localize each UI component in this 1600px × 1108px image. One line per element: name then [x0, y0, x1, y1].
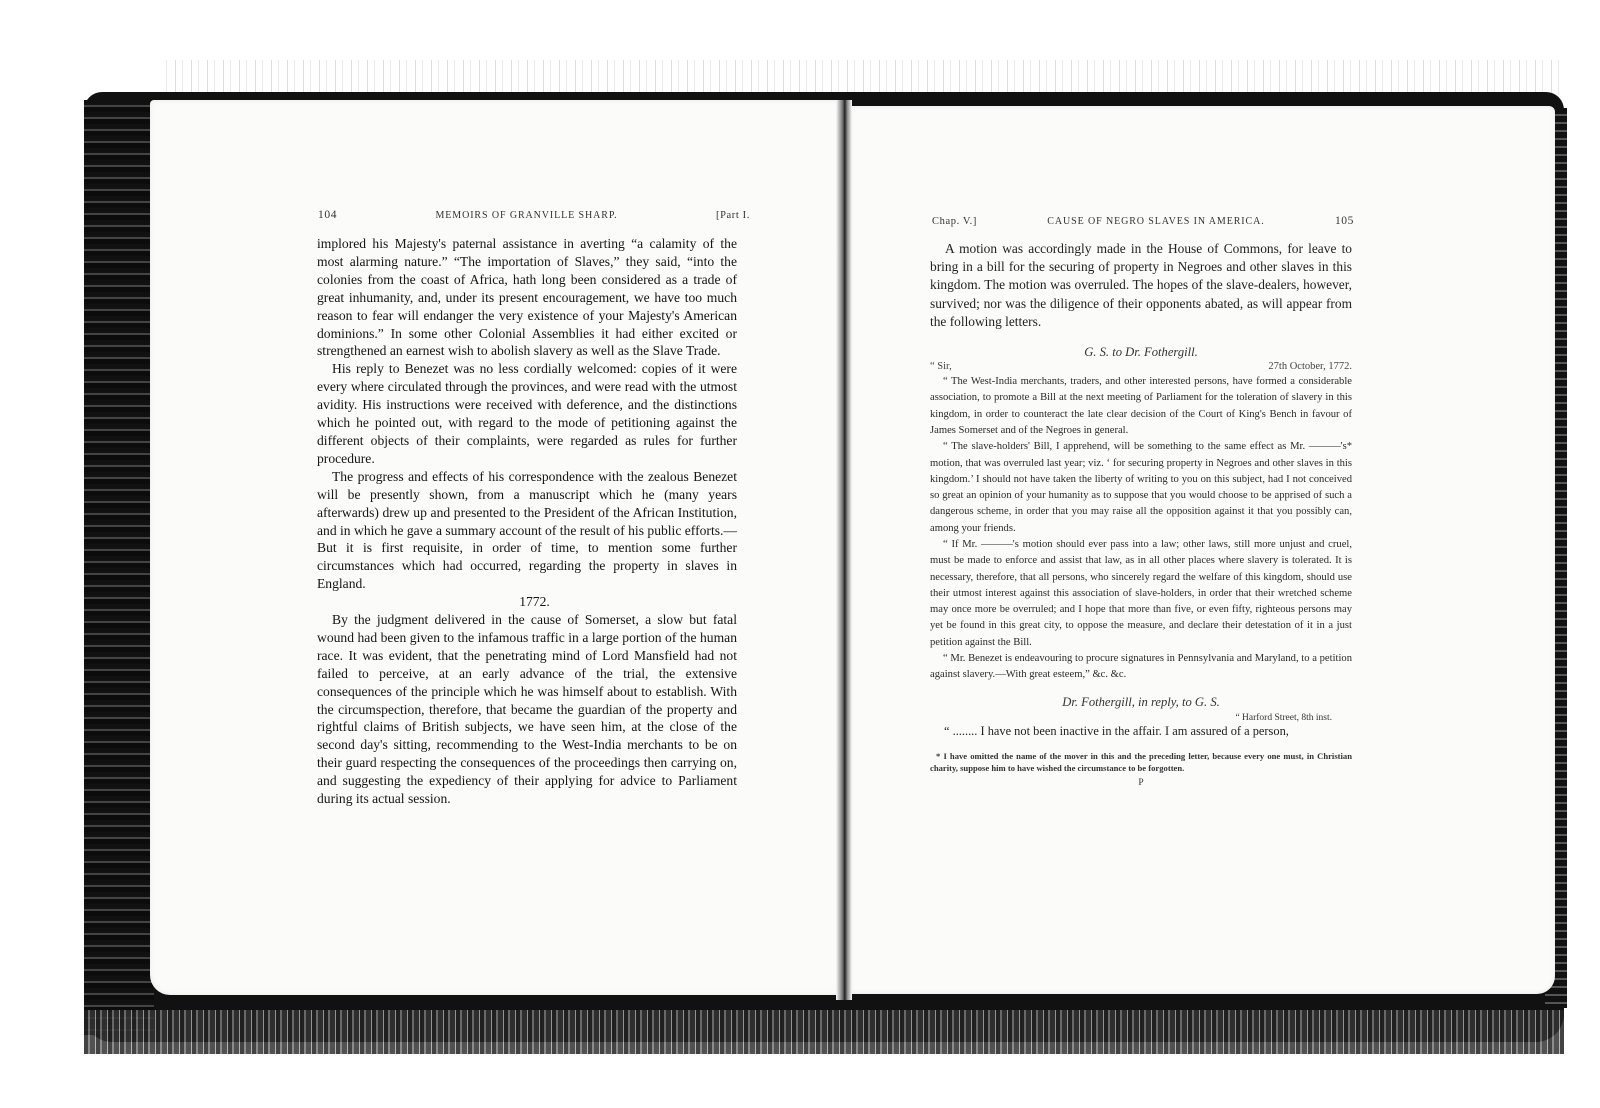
letter-paragraph: “ The West-India merchants, traders, and other interested persons, have formed a considerable association, to promote a Bill at the next meeting of Parliament for the toleration of slavery in this kingdom, in order to counteract the late clear decision of the Court of King's Bench in favour of James Somerset and of the Negroes in general.	[930, 376, 1352, 436]
left-part-label: [Part I.	[716, 210, 750, 221]
letter-paragraph: “ Mr. Benezet is endeavouring to procure signatures in Pennsylvania and Maryland, to a petition against slavery.—With great esteem,” &c. &c.	[930, 653, 1352, 681]
book-edge-left	[84, 100, 154, 1035]
right-page-number: 105	[1334, 215, 1354, 227]
paragraph: His reply to Benezet was no less cordially welcomed: copies of it were every where circulated through the provinces, and were read with the utmost avidity. His instructions were received with deference, and the distinctions which he pointed out, with regard to the mode of petitioning against the different objects of their complaints, were regarded as rules for further procedure.	[317, 361, 737, 466]
paragraph: implored his Majesty's paternal assistance in averting “a calamity of the most alarming nature.” “The importation of Slaves,” they said, “into the colonies from the coast of Africa, hath long been considered as a trade of great inhumanity, and, under its present encouragement, we have too much reason to fear will endanger the very existence of your Majesty's American dominions.” In some other Colonial Assemblies it had either excited or strengthened an earnest wish to abolish slavery as well as the Slave Trade.	[317, 236, 737, 359]
book-edge-bottom	[84, 1010, 1564, 1054]
letter-heading: G. S. to Dr. Fothergill.	[1084, 345, 1198, 360]
letter-date: 27th October, 1772.	[1268, 361, 1352, 373]
reply-opening-line: “ ........ I have not been inactive in the affair. I am assured of a person,	[944, 723, 1289, 738]
intro-paragraph: A motion was accordingly made in the House of Commons, for leave to bring in a bill for the securing of property in Negroes and other slaves in this kingdom. The motion was overruled. The hopes of the slave-dealers, however, survived; nor was the diligence of their opponents abated, as will appear from the following letters.	[930, 241, 1352, 329]
right-page-text	[930, 240, 1352, 788]
left-page-number: 104	[318, 209, 338, 221]
right-running-title: CAUSE OF NEGRO SLAVES IN AMERICA.	[1047, 216, 1265, 227]
reply-address: “ Harford Street, 8th inst.	[1235, 712, 1332, 723]
letter-salutation: “ Sir,	[930, 361, 952, 373]
paragraph: The progress and effects of his correspondence with the zealous Benezet will be presently shown, from a manuscript which he (many years afterwards) drew up and presented to the President of the African Institution, and in which he gave a summary account of the result of his public efforts.—But it is first requisite, in order of time, to mention some further circumstances which had occurred, regarding the property in slaves in England.	[317, 468, 737, 592]
letter-salutation-row	[930, 361, 1352, 372]
left-running-title: MEMOIRS OF GRANVILLE SHARP.	[435, 210, 618, 221]
right-running-head	[932, 215, 1354, 227]
letter-paragraph: “ If Mr. ———'s motion should ever pass into a law; other laws, still more unjust and cruel, must be made to enforce and assist that law, as in all other places where slavery is tolerated. It is necessary, therefore, that all persons, who sincerely regard the welfare of this kingdom, should use their utmost interest against this association of slave-holders, in order that their wretched scheme may once more be overruled; and I hope that more than five, or even fifty, righteous persons may yet be found in this great city, to oppose the measure, and declare their detestation of it in a just petition against the Bill.	[930, 538, 1352, 648]
year-heading: 1772.	[519, 594, 550, 610]
book-gutter	[836, 100, 852, 1000]
paragraph: By the judgment delivered in the cause of Somerset, a slow but fatal wound had been given to the infamous traffic in a large portion of the human race. It was evident, that the penetrating mind of Lord Mansfield had not failed to perceive, at an early advance of the trial, the extensive consequences of the principle which he was himself about to establish. With the circumspection, therefore, that became the guardian of the property and rightful claims of British subjects, we have seen him, at the close of the second day's sitting, recommending to the West-India merchants to be on their guard respecting the consequences of the proceedings then carrying on, and suggesting the expediency of their applying for advice to Parliament during its actual session.	[317, 612, 737, 807]
letter-body	[930, 374, 1352, 684]
reply-heading: Dr. Fothergill, in reply, to G. S.	[1062, 694, 1220, 709]
chapter-label: Chap. V.]	[932, 216, 977, 227]
footnote: * I have omitted the name of the mover in this and the preceding letter, because every one must, in Christian charity, suppose him to have wished the circumstance to be forgotten.	[930, 750, 1352, 773]
signature-mark: P	[1138, 777, 1144, 788]
left-page-text	[317, 235, 737, 808]
letter-paragraph: “ The slave-holders' Bill, I apprehend, will be something to the same effect as Mr. ———'s* motion, that was overruled last year; viz. ‘ for securing property in Negroes and other slaves in this kingdom.’ I should not have taken the liberty of writing to you on this subject, had I not conceived so great an opinion of your humanity as to suppose that you would choose to be apprised of such a dangerous scheme, in order that you may raise all the opposition against it that you possibly can, among your friends.	[930, 441, 1352, 534]
left-running-head	[318, 209, 750, 221]
